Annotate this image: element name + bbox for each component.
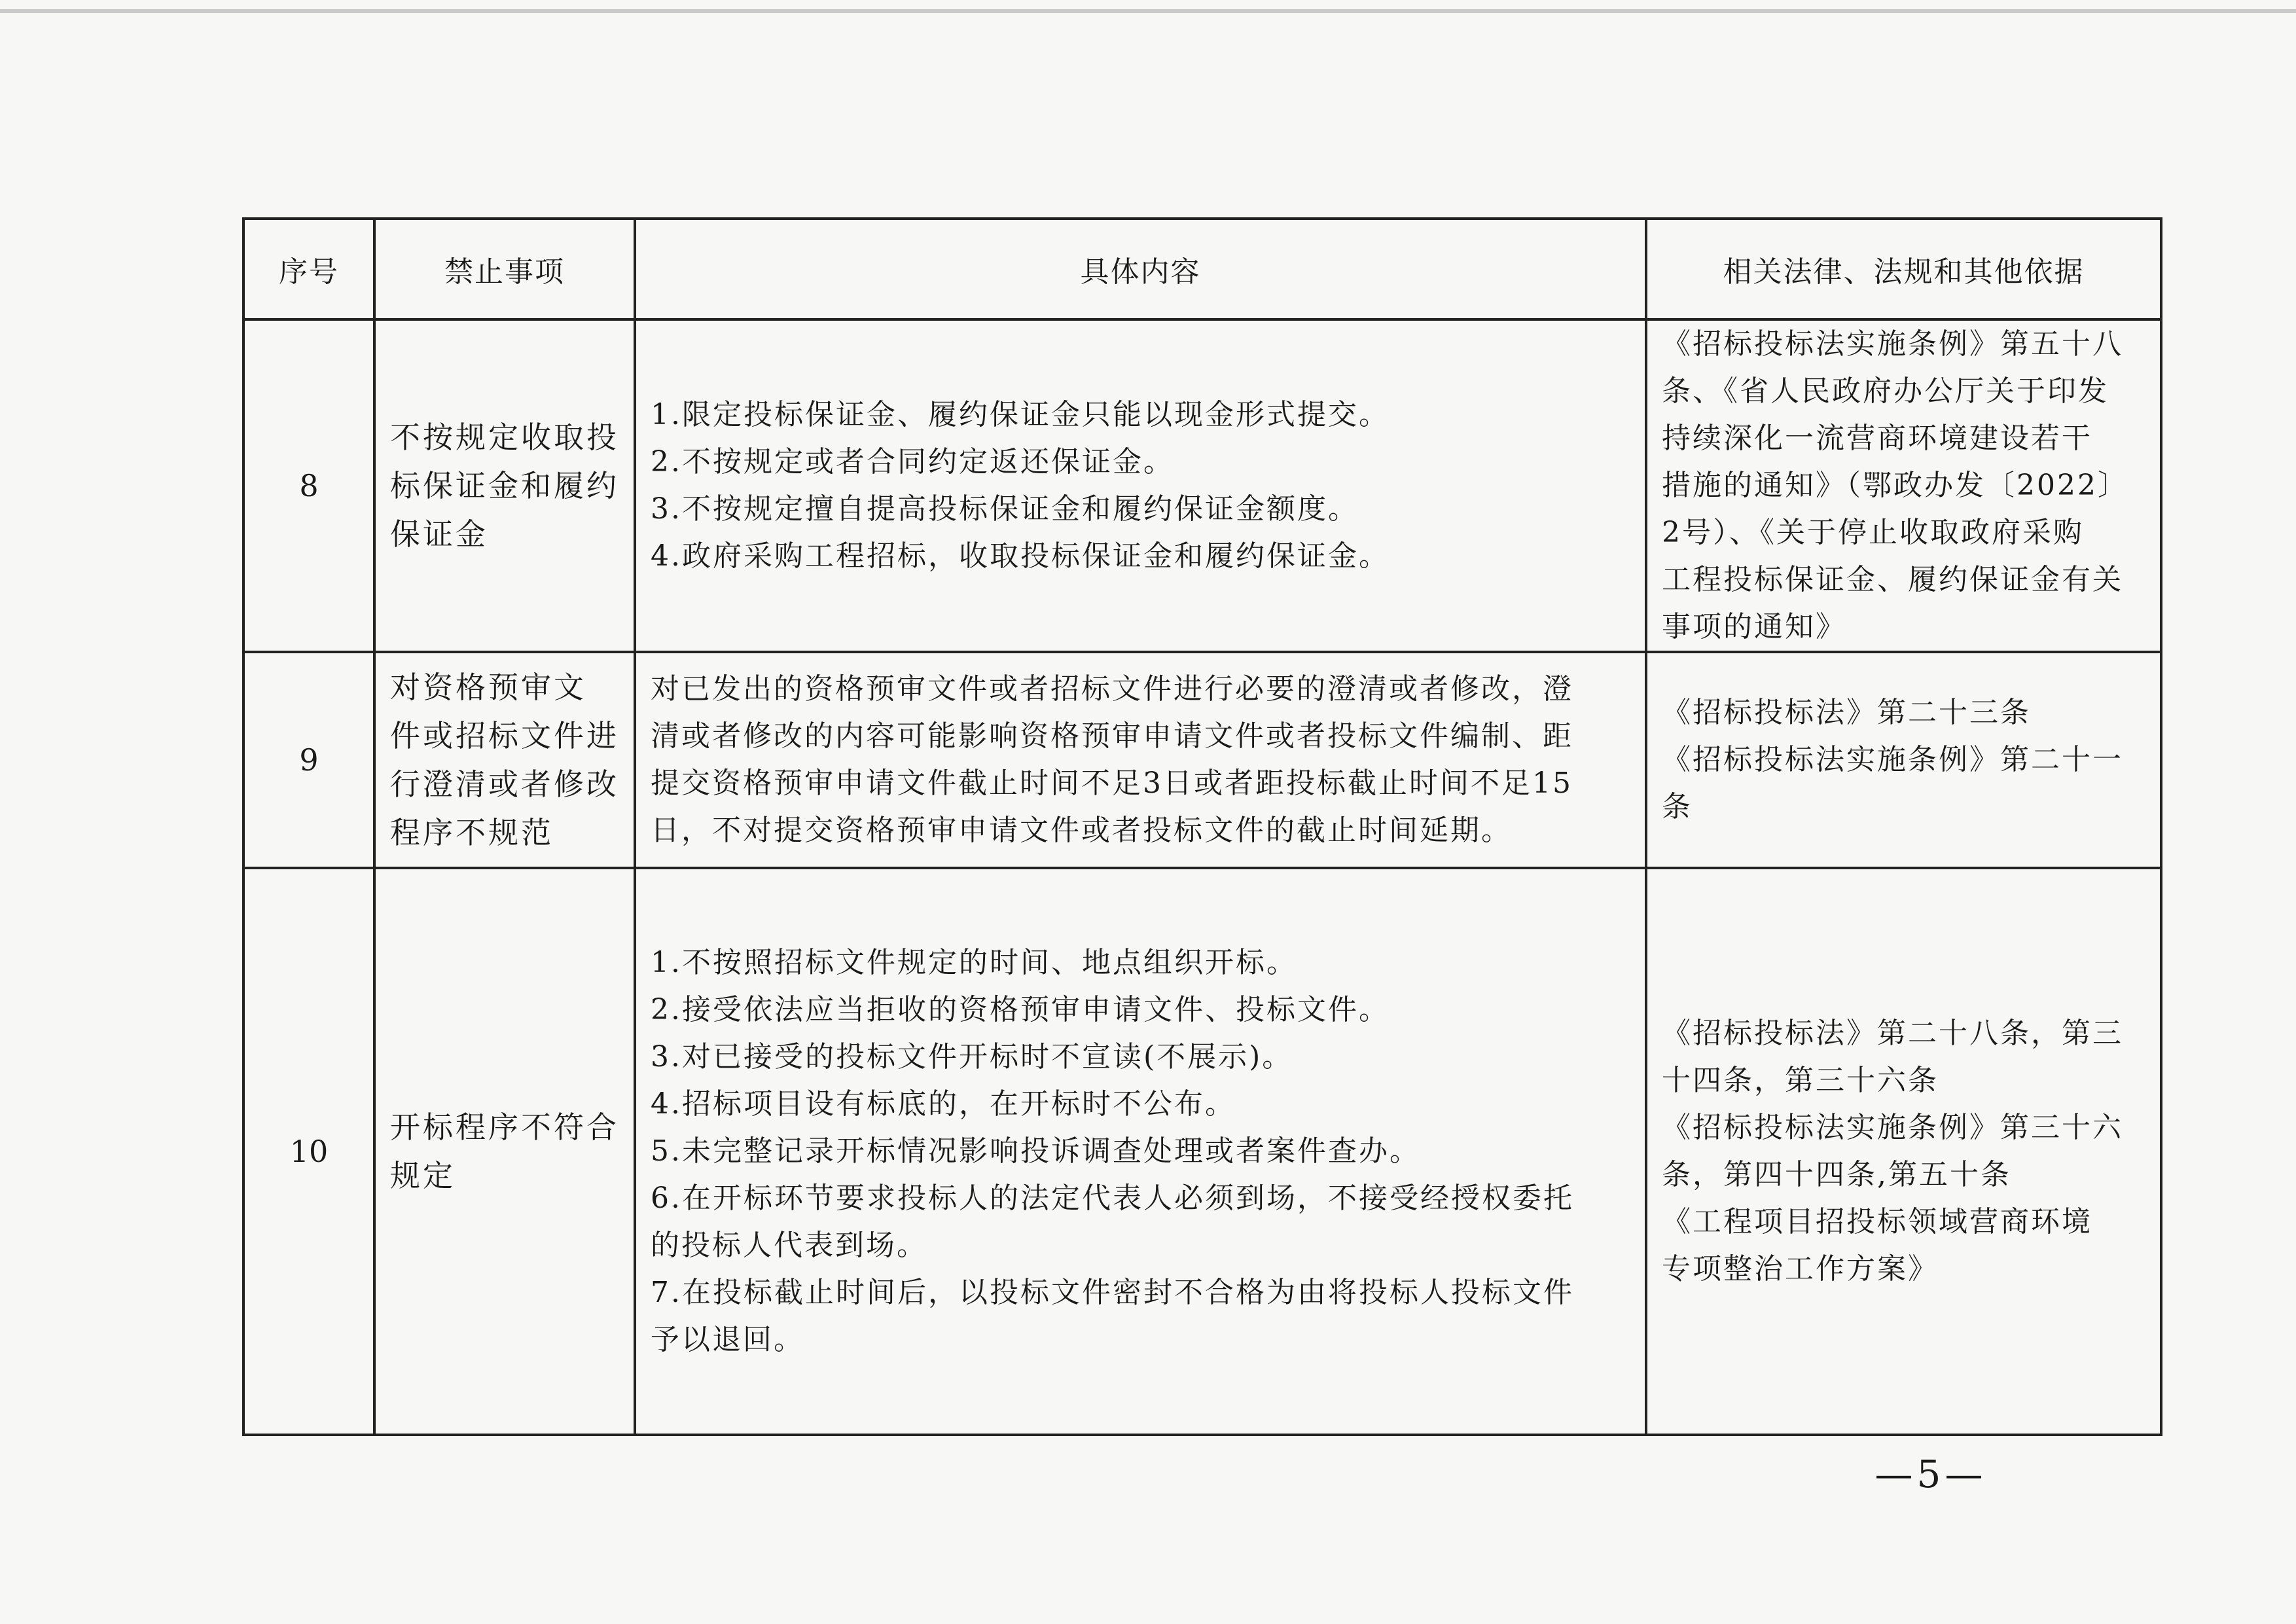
table-row bbox=[243, 319, 2161, 652]
item-line: 行澄清或者修改 bbox=[390, 767, 619, 802]
item-line: 保证金 bbox=[390, 516, 488, 552]
basis-line: 《工程项目招投标领域营商环境 bbox=[1662, 1205, 2092, 1238]
content-line: 7.在投标截止时间后，以投标文件密封不合格为由将投标人投标文件 bbox=[651, 1276, 1574, 1309]
table-row bbox=[243, 652, 2161, 868]
serial-number-cell: 9 bbox=[243, 652, 374, 868]
content-line: 2.不按规定或者合同约定返还保证金。 bbox=[651, 445, 1174, 478]
prohibited-item-cell bbox=[374, 652, 635, 868]
basis-line: 《招标投标法实施条例》第三十六 bbox=[1662, 1111, 2123, 1144]
legal-basis-cell bbox=[1646, 319, 2161, 652]
content-line: 日，不对提交资格预审申请文件或者投标文件的截止时间延期。 bbox=[651, 814, 1512, 847]
content-line: 的投标人代表到场。 bbox=[651, 1229, 927, 1262]
item-line: 不按规定收取投 bbox=[390, 420, 619, 455]
basis-line: 专项整治工作方案》 bbox=[1662, 1252, 1939, 1286]
item-line: 规定 bbox=[390, 1158, 456, 1193]
item-line: 程序不规范 bbox=[390, 815, 554, 850]
basis-line: 事项的通知》 bbox=[1662, 610, 1846, 643]
basis-line: 持续深化一流营商环境建设若干 bbox=[1662, 422, 2092, 455]
basis-line: 《招标投标法》第二十三条 bbox=[1662, 696, 2031, 729]
header-prohibited-item: 禁止事项 bbox=[374, 219, 635, 319]
content-line: 4.招标项目设有标底的，在开标时不公布。 bbox=[651, 1087, 1236, 1121]
item-line: 对资格预审文 bbox=[390, 670, 586, 705]
content-line: 3.不按规定擅自提高投标保证金和履约保证金额度。 bbox=[651, 492, 1359, 526]
table-header-row bbox=[243, 219, 2161, 319]
page-top-edge bbox=[0, 9, 2296, 13]
basis-line: 2号）、《关于停止收取政府采购 bbox=[1662, 516, 2084, 549]
table-row bbox=[243, 868, 2161, 1435]
content-line: 6.在开标环节要求投标人的法定代表人必须到场，不接受经授权委托 bbox=[651, 1182, 1574, 1215]
header-specific-content: 具体内容 bbox=[635, 219, 1646, 319]
page-number: —5— bbox=[1874, 1452, 1987, 1496]
basis-line: 条 bbox=[1662, 790, 1693, 823]
prohibited-item-cell bbox=[374, 319, 635, 652]
serial-number-cell: 10 bbox=[243, 868, 374, 1435]
content-line: 4.政府采购工程招标，收取投标保证金和履约保证金。 bbox=[651, 539, 1390, 573]
item-line: 标保证金和履约 bbox=[390, 468, 619, 503]
basis-line: 《招标投标法实施条例》第二十一 bbox=[1662, 743, 2123, 776]
content-line: 提交资格预审申请文件截止时间不足3日或者距投标截止时间不足15 bbox=[651, 767, 1573, 800]
prohibited-item-cell bbox=[374, 868, 635, 1435]
content-line: 1.限定投标保证金、履约保证金只能以现金形式提交。 bbox=[651, 398, 1390, 431]
content-cell bbox=[635, 319, 1646, 652]
basis-line: 条，第四十四条,第五十条 bbox=[1662, 1158, 2011, 1191]
basis-line: 条、《省人民政府办公厅关于印发 bbox=[1662, 374, 2109, 408]
header-legal-basis: 相关法律、法规和其他依据 bbox=[1646, 219, 2161, 319]
legal-basis-cell bbox=[1646, 652, 2161, 868]
content-line: 予以退回。 bbox=[651, 1323, 804, 1356]
item-line: 件或招标文件进 bbox=[390, 718, 619, 753]
content-line: 5.未完整记录开标情况影响投诉调查处理或者案件查办。 bbox=[651, 1134, 1420, 1168]
basis-line: 十四条，第三十六条 bbox=[1662, 1064, 1939, 1097]
content-line: 2.接受依法应当拒收的资格预审申请文件、投标文件。 bbox=[651, 993, 1390, 1026]
content-line: 清或者修改的内容可能影响资格预审申请文件或者投标文件编制、距 bbox=[651, 719, 1573, 753]
item-line: 开标程序不符合 bbox=[390, 1110, 619, 1145]
content-line: 3.对已接受的投标文件开标时不宣读(不展示)。 bbox=[651, 1040, 1293, 1074]
legal-basis-cell bbox=[1646, 868, 2161, 1435]
serial-number-cell: 8 bbox=[243, 319, 374, 652]
basis-line: 《招标投标法实施条例》第五十八 bbox=[1662, 327, 2123, 361]
header-serial-number: 序号 bbox=[243, 219, 374, 319]
basis-line: 《招标投标法》第二十八条，第三 bbox=[1662, 1017, 2123, 1050]
basis-line: 工程投标保证金、履约保证金有关 bbox=[1662, 563, 2123, 596]
content-line: 1.不按照招标文件规定的时间、地点组织开标。 bbox=[651, 946, 1297, 979]
content-line: 对已发出的资格预审文件或者招标文件进行必要的澄清或者修改，澄 bbox=[651, 672, 1573, 706]
content-cell bbox=[635, 868, 1646, 1435]
basis-line: 措施的通知》（鄂政办发〔2022〕 bbox=[1662, 469, 2128, 502]
prohibited-items-table bbox=[242, 217, 2162, 1436]
content-cell bbox=[635, 652, 1646, 868]
